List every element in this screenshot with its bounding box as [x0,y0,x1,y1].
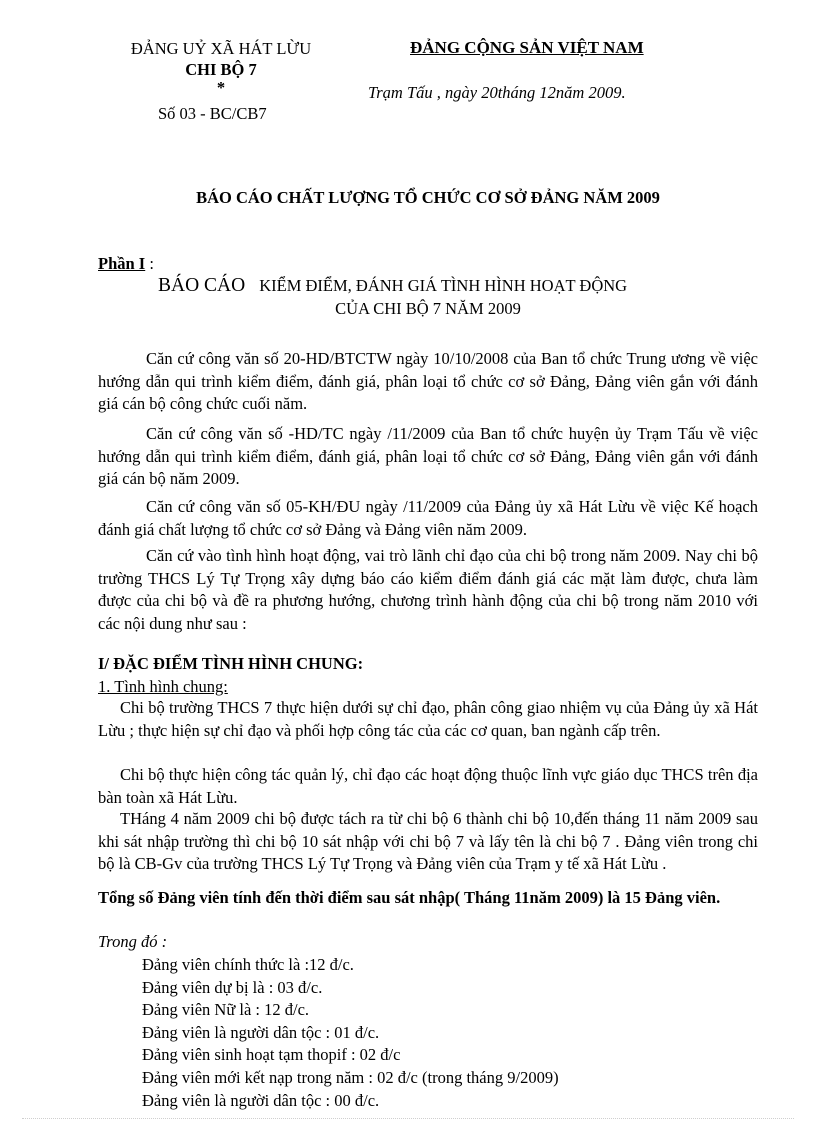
place-date: Trạm Tấu , ngày 20tháng 12năm 2009. [368,83,626,102]
org-name: ĐẢNG UỶ XÃ HÁT LỪU [130,39,312,58]
section-paragraph-1: Chi bộ trường THCS 7 thực hiện dưới sự chỉ đạo, phân công giao nhiệm vụ của Đảng ủy xã Hát Lừu ; thực hiện sự chỉ đạo và phối hợp công tác của các cơ quan, ban ngành cấp trên. [98,698,758,740]
part-heading-word: BÁO CÁO [158,275,246,296]
intro-paragraph-3: Căn cứ công văn số 05-KH/ĐU ngày /11/2009 của Đảng ủy xã Hát Lừu về việc Kế hoạch đánh giá chất lượng tổ chức cơ sở Đảng và Đảng viên năm 2009. [98,497,758,539]
document-number: Số 03 - BC/CB7 [158,104,267,123]
list-item: Đảng viên là người dân tộc : 00 đ/c. [142,1090,380,1110]
section-heading: I/ ĐẶC ĐIỂM TÌNH HÌNH CHUNG: [98,654,364,673]
branch-name: CHI BỘ 7 [185,60,257,79]
section-paragraph-3: THáng 4 năm 2009 chi bộ được tách ra từ chi bộ 6 thành chi bộ 10,đến tháng 11 năm 2009 sau khi sát nhập trường thì chi bộ 10 sát nhập với chi bộ 7 và lấy tên là chi bộ 7 . Đảng viên trong chi bộ là CB-Gv của trường THCS Lý Tự Trọng và Đảng viên của Trạm y tế xã Hát Lừu . [98,809,758,873]
page-bottom-rule [22,1118,794,1119]
part-label-text: Phần I [98,254,146,273]
part-heading-rest: KIỂM ĐIỂM, ĐÁNH GIÁ TÌNH HÌNH HOẠT ĐỘNG [259,276,628,295]
intro-paragraph-1: Căn cứ công văn số 20-HD/BTCTW ngày 10/10/2008 của Ban tổ chức Trung ương về việc hướng dẫn qui trình kiểm điểm, đánh giá, phân loại tổ chức cơ sở Đảng, Đảng viên gắn với đánh giá cán bộ công chức cuối năm. [98,349,758,413]
subsection-heading: 1. Tình hình chung: [98,677,228,696]
intro-paragraph-4: Căn cứ vào tình hình hoạt động, vai trò lãnh chỉ đạo của chi bộ trong năm 2009. Nay chi bộ trường THCS Lý Tự Trọng xây dựng báo cáo kiểm điểm đánh giá các mặt làm được, chưa làm được của chi bộ và đề ra phương hướng, chương trình hành động của chi bộ trong năm 2010 với các nội dung như sau : [98,546,758,633]
section-paragraph-2: Chi bộ thực hiện công tác quản lý, chỉ đạo các hoạt động thuộc lĩnh vực giáo dục THCS trên địa bàn toàn xã Hát Lừu. [98,765,758,807]
part-heading [158,275,627,297]
list-item: Đảng viên Nữ là : 12 đ/c. [142,1000,310,1020]
member-list [142,954,559,1112]
list-item: Đảng viên sinh hoạt tạm thopif : 02 đ/c [142,1045,401,1065]
star-mark: * [216,78,226,97]
list-item: Đảng viên dự bị là : 03 đ/c. [142,977,323,997]
report-title: BÁO CÁO CHẤT LƯỢNG TỔ CHỨC CƠ SỞ ĐẢNG NĂM 2009 [196,188,660,207]
intro-paragraph-2: Căn cứ công văn số -HD/TC ngày /11/2009 của Ban tổ chức huyện ủy Trạm Tấu về việc hướng dẫn qui trình kiểm điểm, đánh giá, phân loại tổ chức cơ sở Đảng, Đảng viên gắn với đánh giá cán bộ năm 2009. [98,424,758,488]
list-item: Đảng viên mới kết nạp trong năm : 02 đ/c (trong tháng 9/2009) [142,1067,559,1087]
part-label [98,254,154,274]
list-item: Đảng viên là người dân tộc : 01 đ/c. [142,1022,380,1042]
trong-do-label: Trong đó : [98,932,168,951]
part-label-suffix: : [145,254,154,273]
part-heading-line2: CỦA CHI BỘ 7 NĂM 2009 [335,299,521,318]
party-name: ĐẢNG CỘNG SẢN VIỆT NAM [410,38,644,57]
list-item: Đảng viên chính thức là :12 đ/c. [142,955,354,974]
total-members: Tổng số Đảng viên tính đến thời điểm sau sát nhập( Tháng 11năm 2009) là 15 Đảng viên. [98,888,721,907]
header-left [96,38,346,96]
